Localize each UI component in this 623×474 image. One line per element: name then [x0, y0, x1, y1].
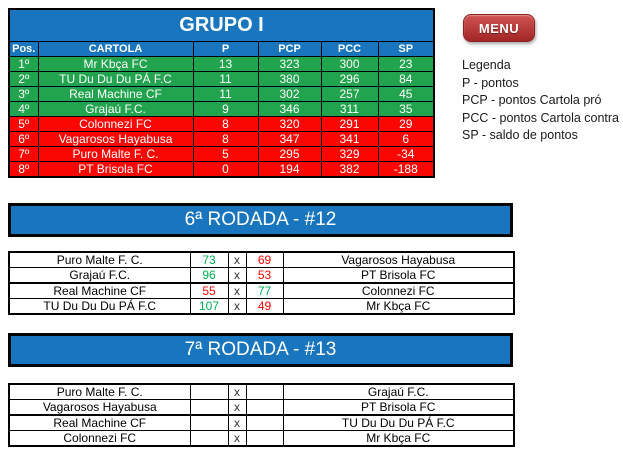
away-score-input-cell[interactable]	[246, 431, 283, 447]
match-row	[9, 283, 514, 299]
standings-table	[8, 8, 435, 178]
points-cell: 9	[193, 101, 258, 116]
home-score-cell: 107	[190, 299, 228, 315]
match-row	[9, 384, 514, 400]
points-cell: 8	[193, 131, 258, 146]
away-team-cell: Mr Kbça FC	[283, 431, 514, 447]
away-score-cell: 49	[246, 299, 283, 315]
away-score-cell: 77	[246, 283, 283, 299]
pcp-cell: 295	[258, 146, 321, 161]
sp-cell: 45	[378, 86, 434, 101]
away-team-cell: Colonnezi FC	[283, 283, 514, 299]
home-score-input-cell[interactable]	[190, 384, 228, 400]
pcp-cell: 347	[258, 131, 321, 146]
pcc-cell: 296	[321, 71, 378, 86]
pcc-cell: 257	[321, 86, 378, 101]
match-row	[9, 431, 514, 447]
home-team-cell: Puro Malte F. C.	[9, 384, 190, 400]
home-team-cell: Real Machine CF	[9, 283, 190, 299]
pcc-cell: 300	[321, 56, 378, 71]
position-cell: 4º	[9, 101, 38, 116]
sp-cell: 35	[378, 101, 434, 116]
pcp-cell: 302	[258, 86, 321, 101]
away-team-cell: Grajaú F.C.	[283, 384, 514, 400]
team-cell: Real Machine CF	[38, 86, 193, 101]
away-score-cell: 53	[246, 268, 283, 284]
legend-item-pcp: PCP - pontos Cartola pró	[462, 93, 602, 107]
away-team-cell: Vagarosos Hayabusa	[283, 252, 514, 268]
home-score-cell: 73	[190, 252, 228, 268]
home-score-cell: 55	[190, 283, 228, 299]
away-team-cell: PT Brisola FC	[283, 400, 514, 416]
match-row	[9, 252, 514, 268]
home-team-cell: Puro Malte F. C.	[9, 252, 190, 268]
round-6-matches-table	[8, 251, 515, 315]
position-cell: 1º	[9, 56, 38, 71]
home-score-input-cell[interactable]	[190, 415, 228, 431]
home-score-input-cell[interactable]	[190, 400, 228, 416]
table-row	[9, 131, 434, 146]
table-row	[9, 146, 434, 161]
pcp-cell: 346	[258, 101, 321, 116]
position-cell: 6º	[9, 131, 38, 146]
table-row	[9, 116, 434, 131]
away-score-input-cell[interactable]	[246, 415, 283, 431]
home-team-cell: TU Du Du Du PÁ F.C	[9, 299, 190, 315]
position-cell: 8º	[9, 161, 38, 177]
position-cell: 5º	[9, 116, 38, 131]
table-row	[9, 161, 434, 177]
pcp-cell: 323	[258, 56, 321, 71]
sp-cell: 6	[378, 131, 434, 146]
sp-cell: -188	[378, 161, 434, 177]
points-cell: 8	[193, 116, 258, 131]
group-title: GRUPO I	[9, 9, 434, 41]
table-row	[9, 86, 434, 101]
pcc-cell: 311	[321, 101, 378, 116]
position-cell: 3º	[9, 86, 38, 101]
team-cell: Vagarosos Hayabusa	[38, 131, 193, 146]
away-team-cell: PT Brisola FC	[283, 268, 514, 284]
pcp-cell: 194	[258, 161, 321, 177]
sp-cell: -34	[378, 146, 434, 161]
home-team-cell: Colonnezi FC	[9, 431, 190, 447]
col-header-sp: SP	[378, 41, 434, 56]
team-cell: Puro Malte F. C.	[38, 146, 193, 161]
legend-item-pcc: PCC - pontos Cartola contra	[462, 110, 620, 125]
pcc-cell: 291	[321, 116, 378, 131]
pcc-cell: 341	[321, 131, 378, 146]
points-cell: 13	[193, 56, 258, 71]
home-team-cell: Real Machine CF	[9, 415, 190, 431]
col-header-pos: Pos.	[9, 41, 38, 56]
home-team-cell: Grajaú F.C.	[9, 268, 190, 284]
table-row	[9, 101, 434, 116]
team-cell: Colonnezi FC	[38, 116, 193, 131]
sp-cell: 23	[378, 56, 434, 71]
legend	[462, 57, 619, 145]
col-header-p: P	[193, 41, 258, 56]
versus-cell: x	[228, 299, 246, 315]
match-row	[9, 415, 514, 431]
pcc-cell: 382	[321, 161, 378, 177]
points-cell: 5	[193, 146, 258, 161]
col-header-pcc: PCC	[321, 41, 378, 56]
away-score-input-cell[interactable]	[246, 384, 283, 400]
position-cell: 2º	[9, 71, 38, 86]
group-title-row	[9, 9, 434, 41]
sp-cell: 29	[378, 116, 434, 131]
col-header-cartola: CARTOLA	[38, 41, 193, 56]
points-cell: 0	[193, 161, 258, 177]
home-score-input-cell[interactable]	[190, 431, 228, 447]
points-cell: 11	[193, 86, 258, 101]
team-cell: PT Brisola FC	[38, 161, 193, 177]
pcp-cell: 320	[258, 116, 321, 131]
round-7-matches-table	[8, 383, 515, 447]
home-team-cell: Vagarosos Hayabusa	[9, 400, 190, 416]
pcc-cell: 329	[321, 146, 378, 161]
sp-cell: 84	[378, 71, 434, 86]
away-team-cell: Mr Kbça FC	[283, 299, 514, 315]
match-row	[9, 299, 514, 315]
round-7-header: 7ª RODADA - #13	[8, 333, 513, 367]
versus-cell: x	[228, 268, 246, 284]
versus-cell: x	[228, 415, 246, 431]
position-cell: 7º	[9, 146, 38, 161]
away-score-input-cell[interactable]	[246, 400, 283, 416]
home-score-cell: 96	[190, 268, 228, 284]
versus-cell: x	[228, 384, 246, 400]
legend-item-p: P - pontos	[462, 75, 519, 90]
pcp-cell: 380	[258, 71, 321, 86]
legend-title: Legenda	[462, 58, 511, 72]
legend-item-sp: SP - saldo de pontos	[462, 128, 578, 142]
match-row	[9, 268, 514, 284]
points-cell: 11	[193, 71, 258, 86]
table-row	[9, 56, 434, 71]
match-row	[9, 400, 514, 416]
away-score-cell: 69	[246, 252, 283, 268]
standings-header-row	[9, 41, 434, 56]
team-cell: Mr Kbça FC	[38, 56, 193, 71]
col-header-pcp: PCP	[258, 41, 321, 56]
team-cell: Grajaú F.C.	[38, 101, 193, 116]
versus-cell: x	[228, 283, 246, 299]
round-6-header: 6ª RODADA - #12	[8, 203, 513, 237]
versus-cell: x	[228, 400, 246, 416]
versus-cell: x	[228, 431, 246, 447]
team-cell: TU Du Du Du PÁ F.C	[38, 71, 193, 86]
table-row	[9, 71, 434, 86]
away-team-cell: TU Du Du Du PÁ F.C	[283, 415, 514, 431]
menu-button[interactable]: MENU	[463, 14, 535, 42]
versus-cell: x	[228, 252, 246, 268]
